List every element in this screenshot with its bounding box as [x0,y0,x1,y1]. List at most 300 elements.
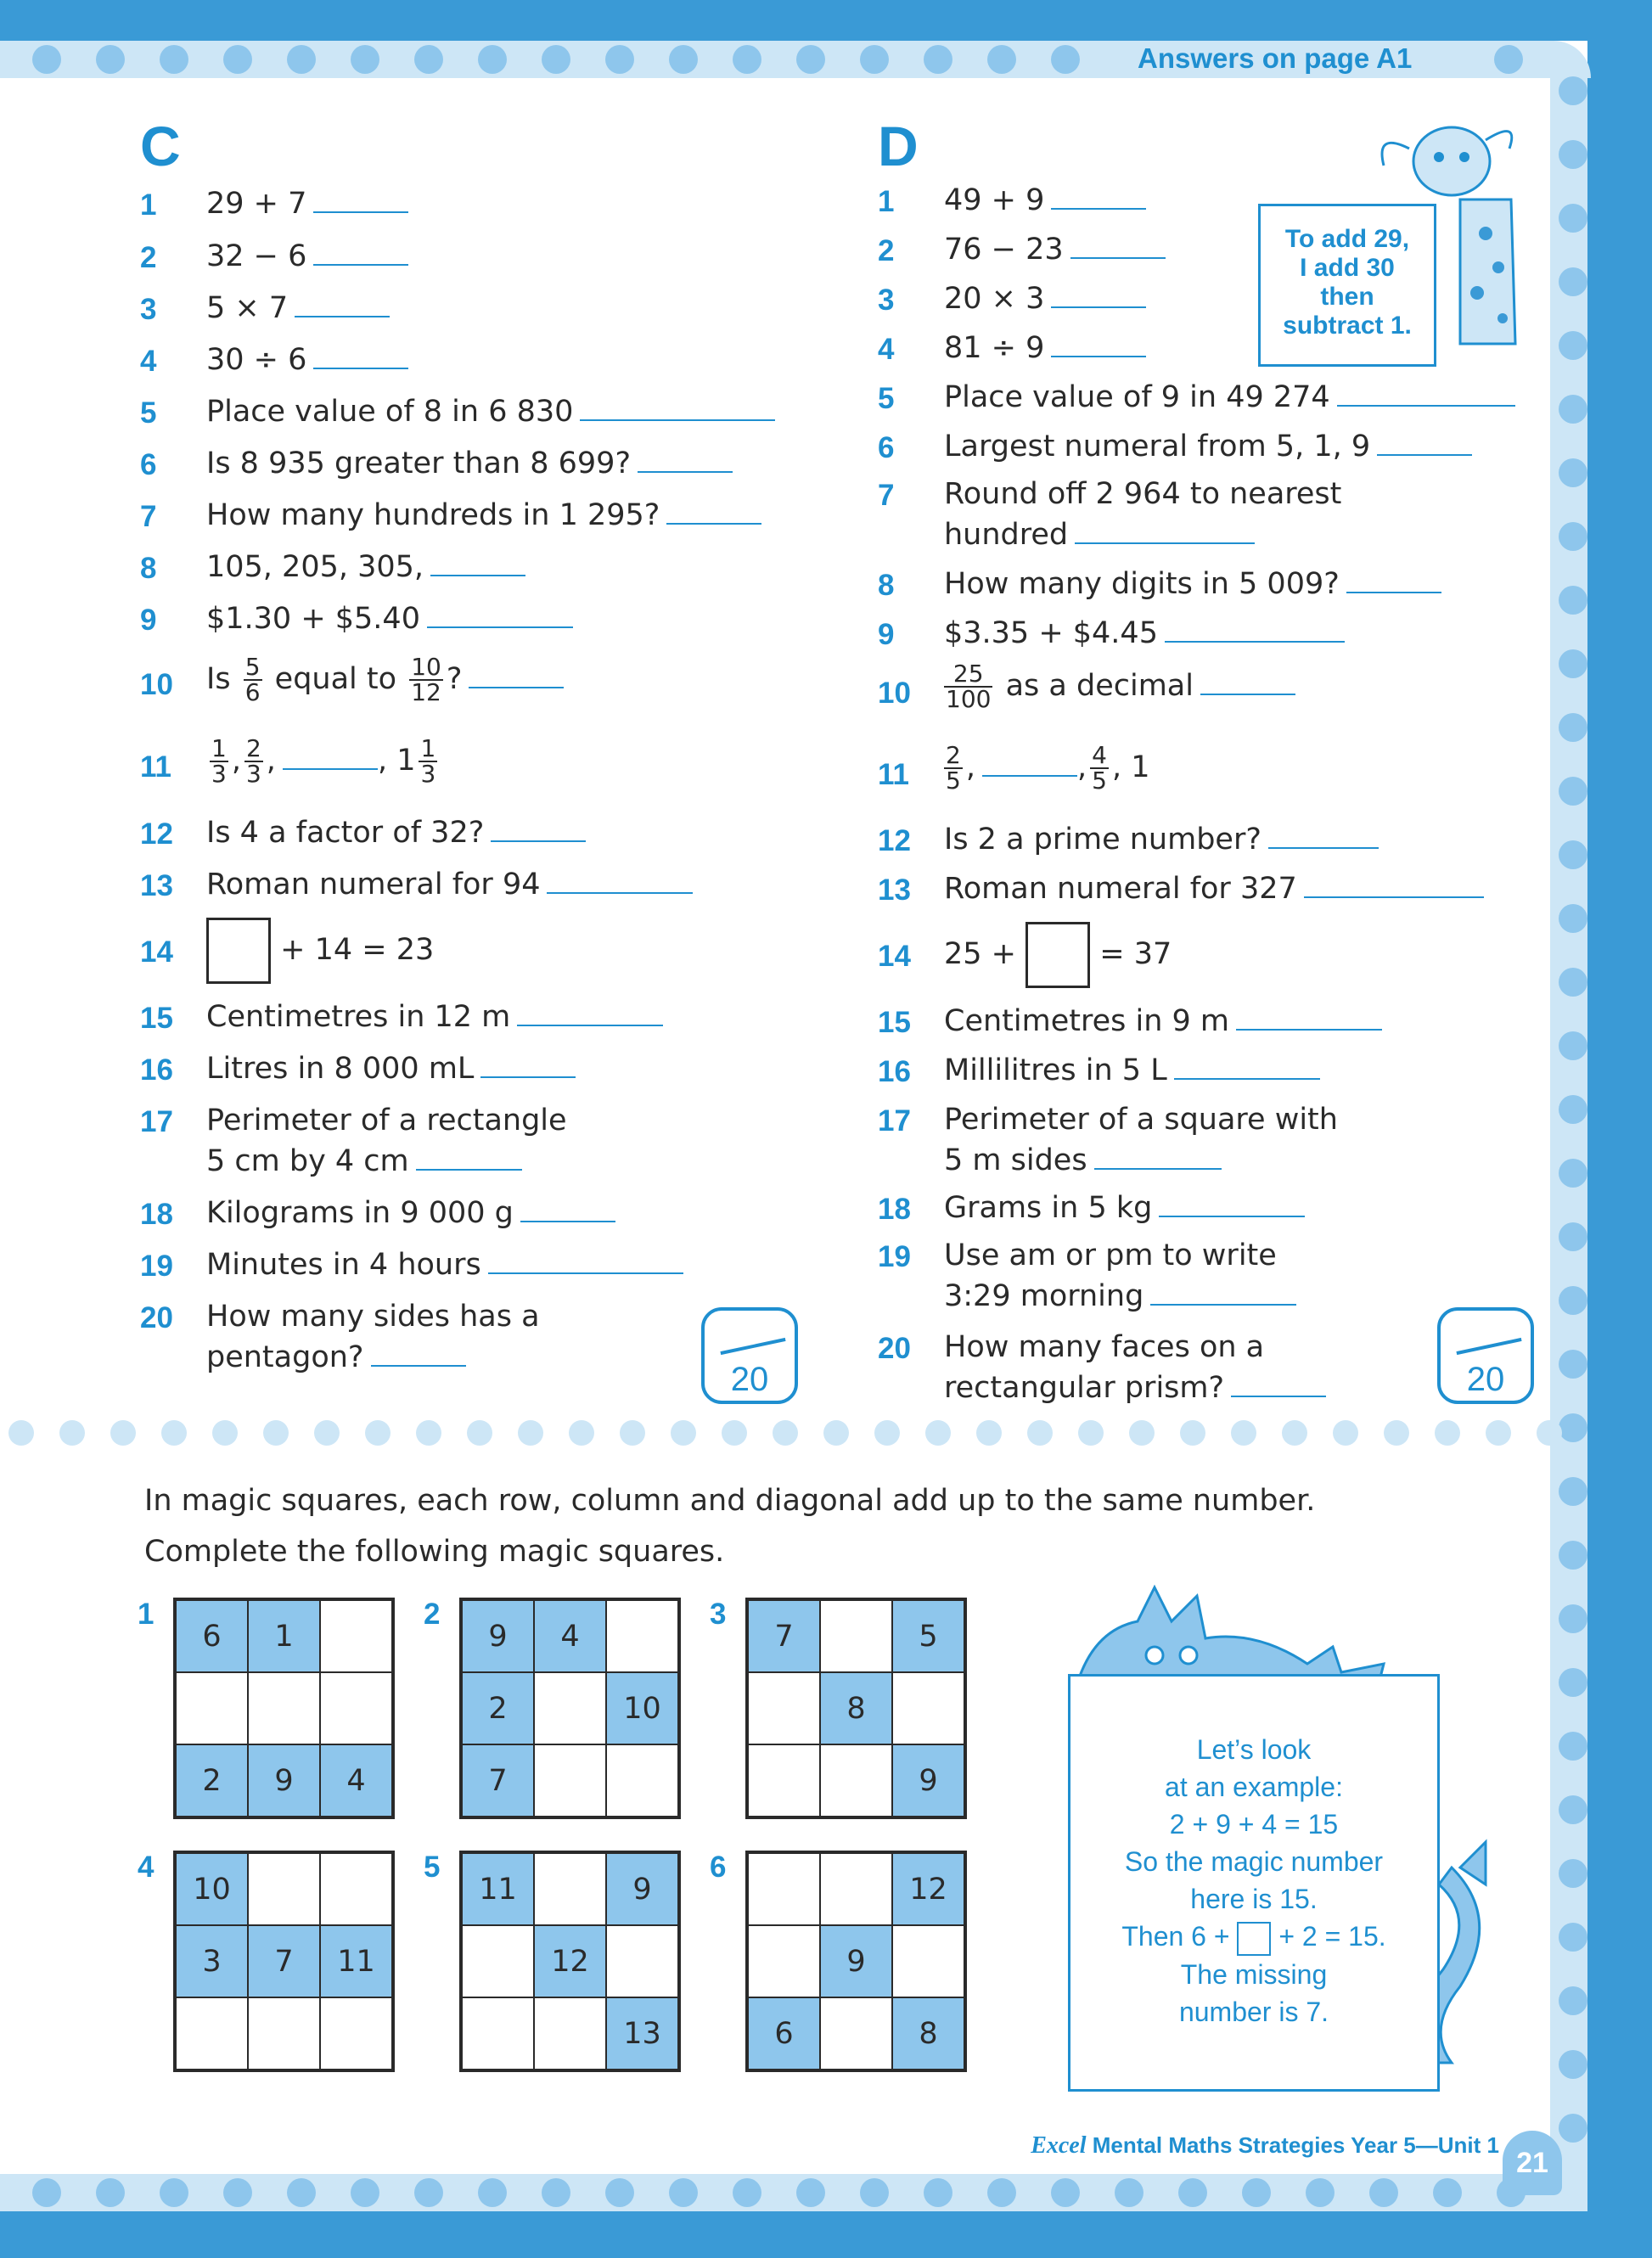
question-number: 10 [140,668,173,701]
cell: 4 [534,1600,606,1672]
cell: 12 [892,1853,964,1925]
decorative-dot [1559,331,1587,360]
fraction: $\frac{1}{3}$ [211,734,227,788]
question-number: 16 [140,1053,173,1087]
cell: 9 [248,1744,320,1817]
answer-blank[interactable] [1377,430,1472,456]
decorative-dot [860,45,889,74]
decorative-dot [1559,649,1587,678]
question-c1: 29 + 7 [206,183,408,224]
divider-dot [620,1420,645,1446]
divider-dot [110,1420,136,1446]
question-d16: Millilitres in 5 L [944,1050,1320,1091]
score-box-d[interactable]: 20 [1437,1307,1534,1404]
divider-dot [823,1420,849,1446]
decorative-dot [542,45,570,74]
decorative-dot [414,2178,443,2207]
divider-dot [1129,1420,1155,1446]
empty-cell[interactable] [534,1853,606,1925]
fraction: $\frac{25}{100}$ [946,660,992,713]
question-c17: Perimeter of a rectangle 5 cm by 4 cm [206,1104,567,1178]
decorative-dot [1559,267,1587,296]
empty-cell[interactable] [748,1744,820,1817]
empty-cell[interactable] [462,1997,534,2070]
magic-square-4 [173,1851,395,2072]
answer-blank[interactable] [313,344,408,369]
question-number: 12 [140,817,173,851]
divider-dot [976,1420,1002,1446]
divider-dot [1231,1420,1256,1446]
question-d8: How many digits in 5 009? [944,564,1441,604]
answer-blank[interactable] [1075,519,1255,544]
question-d6: Largest numeral from 5, 1, 9 [944,426,1472,467]
decorative-dot [796,2178,825,2207]
question-d18: Grams in 5 kg [944,1188,1305,1228]
question-c4: 30 ÷ 6 [206,340,408,380]
decorative-dot [96,45,125,74]
square-number: 2 [424,1598,441,1631]
decorative-dot [924,45,952,74]
divider-dot [365,1420,391,1446]
decorative-dot [605,45,634,74]
answer-blank[interactable] [1304,873,1484,898]
question-number: 4 [140,345,157,378]
question-c13: Roman numeral for 94 [206,864,693,905]
decorative-dot [32,45,61,74]
cell: 10 [606,1672,678,1744]
divider-dot [1537,1420,1562,1446]
question-d20: How many faces on a rectangular prism? [944,1327,1326,1408]
example-box: Let’s look at an example: 2 + 9 + 4 = 15 So the magic number here is 15. Then 6 + + 2 = 15. The missing number is 7. [1068,1674,1440,2092]
empty-cell[interactable] [534,1997,606,2070]
decorative-dot [1559,1286,1587,1315]
question-d9: $3.35 + $4.45 [944,613,1345,654]
question-number: 6 [140,448,157,481]
question-c14: + 14 = 23 [206,918,434,984]
divider-dot [1180,1420,1205,1446]
question-c6: Is 8 935 greater than 8 699? [206,443,733,484]
divider-dot [212,1420,238,1446]
decorative-dot [1559,1986,1587,2015]
decorative-dot [669,2178,698,2207]
question-number: 14 [140,935,173,969]
brand-name: Excel [1031,2132,1087,2159]
answer-blank[interactable] [1051,184,1146,210]
empty-cell[interactable] [320,1600,392,1672]
decorative-dot [1559,1222,1587,1251]
divider-dot [1384,1420,1409,1446]
question-number: 9 [878,618,895,651]
fraction: $\frac{10}{12}$ [411,653,441,706]
empty-cell[interactable] [462,1925,534,1997]
question-d19: Use am or pm to write 3:29 morning [944,1235,1296,1317]
empty-cell[interactable] [892,1672,964,1744]
answer-blank[interactable] [1200,670,1295,695]
empty-cell[interactable] [820,1744,892,1817]
decorative-dot [1559,2050,1587,2079]
question-c12: Is 4 a factor of 32? [206,812,586,853]
question-c18: Kilograms in 9 000 g [206,1193,615,1233]
question-number: 12 [878,824,911,857]
decorative-dot [987,45,1016,74]
answer-blank[interactable] [1150,1280,1296,1306]
question-d17: Perimeter of a square with 5 m sides [944,1103,1338,1177]
cell: 11 [462,1853,534,1925]
question-c9: $1.30 + $5.40 [206,598,573,639]
decorative-dot [1178,2178,1207,2207]
fraction: $\frac{1}{3}$ [420,734,436,788]
answer-blank[interactable] [1346,568,1441,593]
question-number: 20 [878,1332,911,1365]
frame-right [1587,0,1652,2258]
answer-blank[interactable] [1337,381,1515,407]
question-number: 19 [878,1240,911,1273]
fraction: $\frac{5}{6}$ [244,653,261,706]
cell: 2 [462,1672,534,1744]
empty-cell[interactable] [606,1744,678,1817]
empty-cell[interactable] [248,1997,320,2070]
cell: 11 [320,1925,392,1997]
decorative-dot [1494,45,1523,74]
decorative-dot [1559,1795,1587,1824]
question-number: 15 [140,1002,173,1035]
answer-blank[interactable] [430,551,525,576]
cell: 9 [606,1853,678,1925]
empty-cell[interactable] [748,1672,820,1744]
tip-box: To add 29, I add 30 then subtract 1. [1258,204,1436,367]
cell: 9 [462,1600,534,1672]
decorative-dot [1051,2178,1080,2207]
answer-blank[interactable] [295,292,390,317]
empty-cell[interactable] [320,1853,392,1925]
square-number: 3 [710,1598,727,1631]
decorative-dot [1559,522,1587,551]
empty-cell[interactable] [534,1744,606,1817]
score-box-c[interactable]: 20 [701,1307,798,1404]
cell: 2 [176,1744,248,1817]
question-number: 3 [140,293,157,326]
magic-intro: In magic squares, each row, column and diagonal add up to the same number. [144,1484,1316,1518]
cell: 12 [534,1925,606,1997]
divider-dot [59,1420,85,1446]
answer-blank[interactable] [1070,233,1166,259]
question-number: 18 [140,1198,173,1231]
divider-dot [1435,1420,1460,1446]
question-d13: Roman numeral for 327 [944,868,1484,909]
decorative-dot [160,2178,188,2207]
decorative-dot [1559,968,1587,997]
answer-blank[interactable] [1051,283,1146,308]
answer-blank[interactable] [480,1053,576,1078]
square-number: 4 [138,1851,155,1884]
divider-dot [722,1420,747,1446]
cell: 1 [248,1600,320,1672]
empty-cell[interactable] [320,1672,392,1744]
empty-cell[interactable] [176,1672,248,1744]
answer-blank[interactable] [982,751,1077,777]
section-d-heading: D [878,115,919,177]
empty-cell[interactable] [748,1925,820,1997]
answer-blank[interactable] [283,744,378,770]
divider-dot [1282,1420,1307,1446]
decorative-dot [287,45,316,74]
decorative-dot [1559,840,1587,869]
question-c11: $\frac{1}{3}$ , $\frac{2}{3}$ , , 1 $\frac{1}{3}$ [211,734,436,788]
answer-blank[interactable] [580,396,775,421]
question-number: 5 [140,396,157,430]
decorative-dot [96,2178,125,2207]
answer-blank[interactable] [1165,617,1345,643]
empty-cell[interactable] [892,1925,964,1997]
decorative-dot [1559,1732,1587,1761]
question-d7: Round off 2 964 to nearest hundred [944,477,1342,552]
divider-dot [314,1420,340,1446]
empty-cell[interactable] [176,1997,248,2070]
question-number: 1 [140,188,157,222]
answer-blank[interactable] [520,1197,615,1222]
divider-dot [874,1420,900,1446]
question-number: 20 [140,1301,173,1334]
divider-dot [1333,1420,1358,1446]
divider-dot [1078,1420,1104,1446]
question-d2: 76 − 23 [944,229,1166,270]
missing-number-box[interactable] [1025,922,1090,988]
answer-blank[interactable] [313,240,408,266]
decorative-dot [1115,2178,1143,2207]
question-number: 9 [140,604,157,637]
answer-blank[interactable] [666,499,761,525]
answer-blank[interactable] [638,447,733,473]
cell: 4 [320,1744,392,1817]
question-c2: 32 − 6 [206,236,408,277]
answers-reference: Answers on page A1 [1129,42,1420,75]
answer-blank[interactable] [491,817,586,842]
cell: 8 [820,1672,892,1744]
decorative-dot [1306,2178,1335,2207]
cell: 9 [820,1925,892,1997]
square-number: 6 [710,1851,727,1884]
cell: 6 [176,1600,248,1672]
decorative-dot [1559,76,1587,105]
fraction: $\frac{2}{5}$ [946,741,961,795]
answer-blank[interactable] [517,1001,663,1026]
decorative-dot [1559,1477,1587,1506]
question-c10: Is $\frac{5}{6}$ equal to $\frac{10}{12}$ ? [206,655,564,705]
divider-dot [416,1420,441,1446]
decorative-dot [351,45,379,74]
question-d10: $\frac{25}{100}$ as a decimal [941,662,1295,711]
decorative-dot [1559,777,1587,806]
square-number: 5 [424,1851,441,1884]
decorative-dot [1559,586,1587,615]
decorative-dot [1559,1350,1587,1379]
decorative-dot [1559,1413,1587,1442]
question-number: 14 [878,940,911,973]
empty-cell[interactable] [248,1672,320,1744]
decorative-dot [987,2178,1016,2207]
question-number: 5 [878,382,895,415]
divider-dot [518,1420,543,1446]
decorative-dot [351,2178,379,2207]
decorative-dot [1433,2178,1462,2207]
answer-blank[interactable] [469,663,564,688]
question-c20: How many sides has a pentagon? [206,1300,540,1374]
magic-square-5 [459,1851,681,2072]
answer-blank[interactable] [416,1145,522,1171]
question-c3: 5 × 7 [206,288,390,329]
decorative-dot [1559,458,1587,487]
question-number: 18 [878,1193,911,1226]
question-number: 4 [878,333,895,366]
example-blank-box [1237,1922,1271,1956]
decorative-dot [1559,1859,1587,1888]
cell: 7 [748,1600,820,1672]
question-number: 15 [878,1006,911,1039]
decorative-dot [542,2178,570,2207]
answer-blank[interactable] [371,1341,466,1367]
answer-blank[interactable] [1231,1372,1326,1397]
divider-dot [263,1420,289,1446]
decorative-dot [1559,395,1587,424]
decorative-dot [1559,1541,1587,1570]
question-number: 8 [140,552,157,585]
cell: 13 [606,1997,678,2070]
empty-cell[interactable] [534,1672,606,1744]
question-number: 17 [878,1104,911,1137]
decorative-dot [32,2178,61,2207]
question-number: 19 [140,1250,173,1283]
question-number: 7 [140,500,157,533]
decorative-dot [1559,713,1587,742]
question-c19: Minutes in 4 hours [206,1244,683,1285]
question-number: 11 [140,750,171,784]
decorative-dot [160,45,188,74]
frame-top [0,0,1652,41]
decorative-dot [478,2178,507,2207]
cell: 7 [462,1744,534,1817]
answer-blank[interactable] [1236,1005,1382,1031]
decorative-dot [414,45,443,74]
answer-blank[interactable] [1094,1144,1222,1170]
book-title: Mental Maths Strategies Year 5—Unit 1 [1092,2132,1499,2158]
decorative-dot [1559,1923,1587,1952]
question-number: 17 [140,1105,173,1138]
decorative-dot [605,2178,634,2207]
question-number: 3 [878,284,895,317]
cell: 10 [176,1853,248,1925]
magic-square-1 [173,1598,395,1819]
frame-bottom [0,2211,1652,2258]
decorative-dot [1559,2114,1587,2143]
answer-blank[interactable] [1268,823,1379,849]
decorative-dot [478,45,507,74]
decorative-dot [1559,904,1587,933]
divider-dot [467,1420,492,1446]
question-c15: Centimetres in 12 m [206,997,663,1037]
question-d3: 20 × 3 [944,278,1146,319]
question-number: 16 [878,1055,911,1088]
question-d4: 81 ÷ 9 [944,328,1146,368]
question-d1: 49 + 9 [944,180,1146,221]
question-d11: $\frac{2}{5}$ , , $\frac{4}{5}$ , 1 [946,741,1150,795]
answer-blank[interactable] [1159,1192,1305,1217]
divider-dot [161,1420,187,1446]
decorative-dot [1369,2178,1398,2207]
question-c7: How many hundreds in 1 295? [206,495,761,536]
decorative-dot [1559,1095,1587,1124]
decorative-dot [1559,140,1587,169]
question-d15: Centimetres in 9 m [944,1001,1382,1042]
decorative-dot [796,45,825,74]
empty-cell[interactable] [820,1853,892,1925]
fraction: $\frac{2}{3}$ [245,734,261,788]
magic-instruction: Complete the following magic squares. [144,1535,725,1569]
empty-cell[interactable] [606,1600,678,1672]
decorative-dot [733,2178,761,2207]
empty-cell[interactable] [820,1600,892,1672]
decorative-dot [287,2178,316,2207]
decorative-dot [669,45,698,74]
question-number: 13 [140,869,173,902]
question-d5: Place value of 9 in 49 274 [944,377,1515,418]
question-number: 8 [878,569,895,602]
empty-cell[interactable] [820,1997,892,2070]
question-number: 7 [878,479,895,512]
decorative-dot [1242,2178,1271,2207]
answer-blank[interactable] [1174,1054,1320,1080]
question-number: 2 [878,234,895,267]
decorative-dot [223,2178,252,2207]
cell: 7 [248,1925,320,1997]
decorative-dot [1559,204,1587,233]
empty-cell[interactable] [748,1853,820,1925]
question-c8: 105, 205, 305, [206,547,525,587]
decorative-dot [1559,1031,1587,1060]
cell: 8 [892,1997,964,2070]
cell: 3 [176,1925,248,1997]
divider-dot [8,1420,34,1446]
question-number: 2 [140,241,157,274]
footer-title [1031,2132,1499,2160]
question-d12: Is 2 a prime number? [944,819,1379,860]
answer-blank[interactable] [427,603,573,628]
answer-blank[interactable] [488,1249,683,1274]
empty-cell[interactable] [606,1925,678,1997]
magic-square-2 [459,1598,681,1819]
question-number: 11 [878,758,909,791]
divider-dot [671,1420,696,1446]
decorative-dot [924,2178,952,2207]
empty-cell[interactable] [248,1853,320,1925]
answer-blank[interactable] [313,188,408,213]
decorative-dot [1559,1668,1587,1697]
question-c5: Place value of 8 in 6 830 [206,391,775,432]
empty-cell[interactable] [320,1997,392,2070]
question-number: 13 [878,873,911,907]
decorative-dot [223,45,252,74]
magic-square-6 [745,1851,967,2072]
answer-blank[interactable] [1051,332,1146,357]
magic-square-3 [745,1598,967,1819]
missing-number-box[interactable] [206,918,271,984]
page-number: 21 [1503,2131,1562,2195]
answer-blank[interactable] [547,868,693,894]
question-number: 6 [878,431,895,464]
decorative-dot [1559,1159,1587,1188]
question-number: 1 [878,185,895,218]
question-c16: Litres in 8 000 mL [206,1048,576,1089]
divider-dot [925,1420,951,1446]
